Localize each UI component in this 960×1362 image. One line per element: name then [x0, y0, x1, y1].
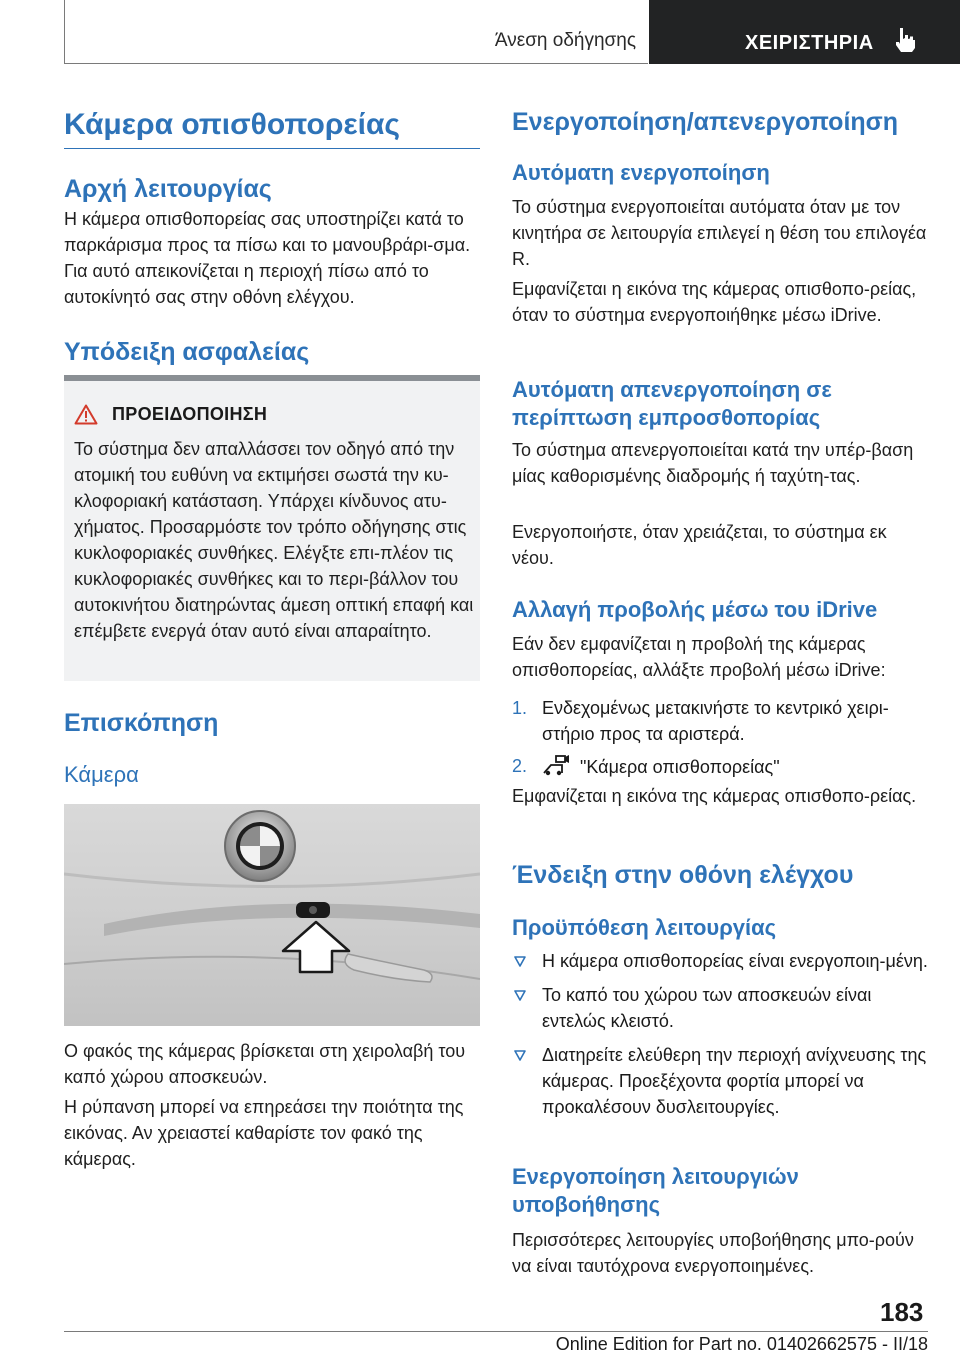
safety-heading: Υπόδειξη ασφαλείας: [64, 338, 310, 366]
title-rule: [64, 148, 480, 149]
header-section-title: Άνεση οδήγησης: [494, 30, 636, 51]
warning-title-row: [74, 404, 267, 425]
camera-location-illustration: [64, 804, 480, 1026]
bullet-triangle-icon: [514, 1050, 526, 1061]
step-text: Ενδεχομένως μετακινήστε το κεντρικό χειρι-στήριο προς τα αριστερά.: [542, 698, 889, 744]
prereq-text: Το καπό του χώρου των αποσκευών είναι εντελώς κλειστό.: [542, 985, 872, 1031]
step-number: 1.: [512, 698, 528, 718]
header-bottom-rule: [64, 63, 648, 64]
prereq-item: [512, 1042, 928, 1120]
view-change-heading: Αλλαγή προβολής μέσω του iDrive: [512, 597, 878, 622]
principle-text: Η κάμερα οπισθοπορείας σας υποστηρίζει κατά το παρκάρισμα προς τα πίσω και το μανουβράρι-σμα. Για αυτό απεικονίζεται η περιοχή πίσω από το αυτοκίνητό σας στην οθόνη ελέγχου.: [64, 209, 471, 307]
prereq-item: [512, 982, 928, 1034]
bullet-triangle-icon: [514, 956, 526, 967]
assist-text: Περισσότερες λειτουργίες υποβοήθησης μπο-ρούν να είναι ταυτόχρονα ενεργοποιημένες.: [512, 1230, 914, 1276]
prereq-item: [512, 948, 928, 974]
step-number: 2.: [512, 756, 528, 776]
prereq-text: Η κάμερα οπισθοπορείας είναι ενεργοποιη-μένη.: [542, 951, 928, 971]
bullet-triangle-icon: [514, 990, 526, 1001]
principle-heading: Αρχή λειτουργίας: [64, 175, 272, 203]
view-change-steps: [512, 695, 928, 780]
auto-off-heading: Αυτόματη απενεργοποίηση σε περίπτωση εμπροσθοπορίας: [512, 377, 832, 430]
camera-subheading: Κάμερα: [64, 762, 139, 787]
step-item: [512, 695, 928, 747]
step-text: "Κάμερα οπισθοπορείας": [580, 757, 780, 777]
auto-off-text-2: Ενεργοποιήστε, όταν χρειάζεται, το σύστημα εκ νέου.: [512, 522, 887, 568]
page-title: Κάμερα οπισθοπορείας: [64, 108, 401, 141]
auto-on-heading: Αυτόματη ενεργοποίηση: [512, 160, 770, 185]
auto-on-text-2: Εμφανίζεται η εικόνα της κάμερας οπισθοπο-ρείας, όταν το σύστημα ενεργοποιήθηκε μέσω iDrive.: [512, 279, 917, 325]
activation-heading: Ενεργοποίηση/απενεργοποίηση: [512, 108, 899, 136]
auto-off-text-1: Το σύστημα απενεργοποιείται κατά την υπέρ-βαση μίας καθορισμένης διαδρομής ή ταχύτη-τας.: [512, 440, 914, 486]
footer-rule: [64, 1331, 928, 1332]
view-change-intro: Εάν δεν εμφανίζεται η προβολή της κάμερας οπισθοπορείας, αλλάξτε προβολή μέσω iDrive:: [512, 634, 886, 680]
camera-note: Η ρύπανση μπορεί να επηρεάσει την ποιότητα της εικόνας. Αν χρειαστεί καθαρίστε τον φακό της κάμερας.: [64, 1097, 464, 1169]
auto-on-text-1: Το σύστημα ενεργοποιείται αυτόματα όταν με τον κινητήρα σε λειτουργία επιλεγεί η θέση του επιλογέα R.: [512, 197, 927, 269]
header-chapter-label: ΧΕΙΡΙΣΤΗΡΙΑ: [745, 32, 874, 54]
view-change-after: Εμφανίζεται η εικόνα της κάμερας οπισθοπο-ρείας.: [512, 786, 917, 806]
warning-title: ΠΡΟΕΙΔΟΠΟΙΗΣΗ: [112, 404, 268, 424]
overview-heading: Επισκόπηση: [64, 709, 219, 737]
display-heading: Ένδειξη στην οθόνη ελέγχου: [512, 861, 854, 889]
hand-pointer-icon: [892, 26, 918, 54]
page-number: 183: [880, 1297, 924, 1327]
prereq-heading: Προϋπόθεση λειτουργίας: [512, 915, 777, 940]
warning-triangle-icon: [74, 404, 98, 425]
prereq-list: [512, 948, 928, 1120]
footer-edition: Online Edition for Part no. 01402662575 - II/18: [555, 1334, 928, 1354]
camera-caption: Ο φακός της κάμερας βρίσκεται στη χειρολαβή του καπό χώρου αποσκευών.: [64, 1041, 466, 1087]
assist-heading: Ενεργοποίηση λειτουργιών υποβοήθησης: [512, 1164, 799, 1217]
prereq-text: Διατηρείτε ελεύθερη την περιοχή ανίχνευσης της κάμερας. Προεξέχοντα φορτία μπορεί να προκαλέσουν δυσλειτουργίες.: [542, 1045, 927, 1117]
step-item: [512, 753, 928, 780]
rear-camera-icon: [542, 753, 570, 777]
warning-text: Το σύστημα δεν απαλλάσσει τον οδηγό από την ατομική του ευθύνη να εκτιμήσει σωστά την κυ-κλοφοριακή κατάσταση. Υπάρχει κίνδυνος ατυ-χήματος. Προσαρμόστε τον τρόπο οδήγησης στις κυκλοφοριακές συνθήκες. Ελέγξτε επι-πλέον τις κυκλοφοριακές συνθήκες και το περι-βάλλον του αυτοκινήτου διατηρώντας άμεση οπτική επαφή και επέμβετε ενεργά όταν αυτό είναι απαραίτητο.: [74, 439, 474, 641]
header-chapter-tab[interactable]: [649, 0, 960, 64]
